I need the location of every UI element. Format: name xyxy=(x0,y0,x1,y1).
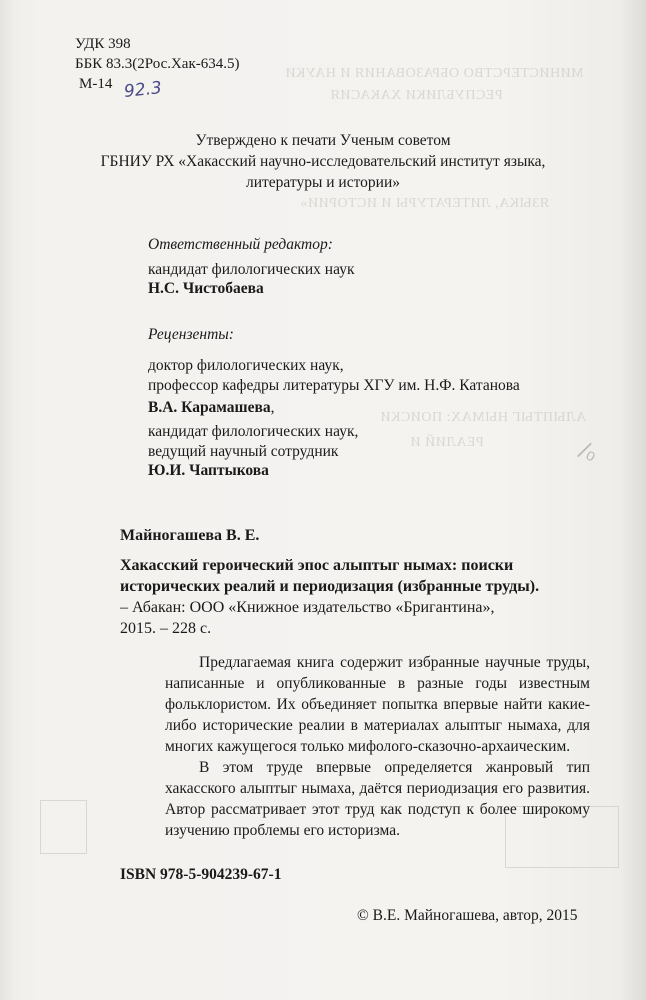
editor-name: Н.С. Чистобаева xyxy=(148,280,264,297)
book-title-line: исторических реалий и периодизация (избранные труды). xyxy=(120,578,540,595)
abstract-paragraph: Предлагаемая книга содержит избранные научные труды, написанные и опубликованные в разные годы известным фольклористом. Их объединяет попытка впервые найти какие-либо исторические реалии в материалах алыптыг нымаха, для многих кажущегося только мифолого-сказочно-архаическим. xyxy=(165,654,590,755)
year-pages-line: 2015. – 228 с. xyxy=(120,620,212,637)
handwritten-number: 92.3 xyxy=(123,78,163,102)
approval-statement xyxy=(0,130,646,193)
abstract-paragraph: В этом труде впервые определяется жанровый тип хакасского алыптыг нымаха, даётся периодизация его развития. Автор рассматривает этот труд как подступ к более широкому изучению проблемы его историзма. xyxy=(165,759,590,839)
bibliographic-description xyxy=(120,555,590,639)
reviewer-1-name-comma: , xyxy=(270,399,275,416)
abstract xyxy=(165,652,590,841)
udk-code: УДК 398 xyxy=(75,36,131,52)
editor-label: Ответственный редактор: xyxy=(148,236,333,253)
book-author: Майногашева В. Е. xyxy=(120,527,260,544)
copyright: © В.Е. Майногашева, автор, 2015 xyxy=(357,907,578,924)
reviewer-1-position: профессор кафедры литературы ХГУ им. Н.Ф. Катанова xyxy=(148,377,520,394)
isbn: ISBN 978-5-904239-67-1 xyxy=(120,866,282,883)
reviewer-1-degree: доктор филологических наук, xyxy=(148,357,344,374)
reviewer-1-name-line xyxy=(148,397,274,418)
publisher-line: – Абакан: ООО «Книжное издательство «Бригантина», xyxy=(120,599,495,616)
reviewer-2-position: ведущий научный сотрудник xyxy=(148,443,339,460)
bleed-through-text: МИНИСТЕРСТВО ОБРАЗОВАНИЯ И НАУКИ xyxy=(285,66,584,81)
reviewer-2-degree: кандидат филологических наук, xyxy=(148,423,359,440)
approval-line: Утверждено к печати Ученым советом xyxy=(195,132,451,149)
bleed-through-text: РЕСПУБЛИКИ ХАКАСИЯ xyxy=(330,88,503,103)
bleed-through-text: ЯЗЫКА, ЛИТЕРАТУРЫ И ИСТОРИИ» xyxy=(300,196,550,211)
approval-line: ГБНИУ РХ «Хакасский научно-исследовательский институт языка, xyxy=(100,153,546,170)
bleed-through-text: АЛЫПТЫГ НЫМАХ: ПОИСКИ xyxy=(380,410,587,425)
editor-degree: кандидат филологических наук xyxy=(148,261,355,278)
approval-line: литературы и истории» xyxy=(245,174,401,191)
reviewer-1-name: В.А. Карамашева xyxy=(148,399,271,416)
pencil-mark: ∕₀ xyxy=(575,437,602,468)
bleed-through-text: РЕАЛИЙ И xyxy=(410,435,484,450)
book-title-line: Хакасский героический эпос алыптыг нымах: поиски xyxy=(120,557,514,574)
author-mark: М-14 xyxy=(79,76,113,92)
reviewer-2-name: Ю.И. Чаптыкова xyxy=(148,462,269,479)
bbk-code: ББК 83.3(2Рос.Хак-634.5) xyxy=(75,56,240,72)
reviewers-label: Рецензенты: xyxy=(148,326,234,343)
bleed-through-stamp xyxy=(40,800,87,854)
